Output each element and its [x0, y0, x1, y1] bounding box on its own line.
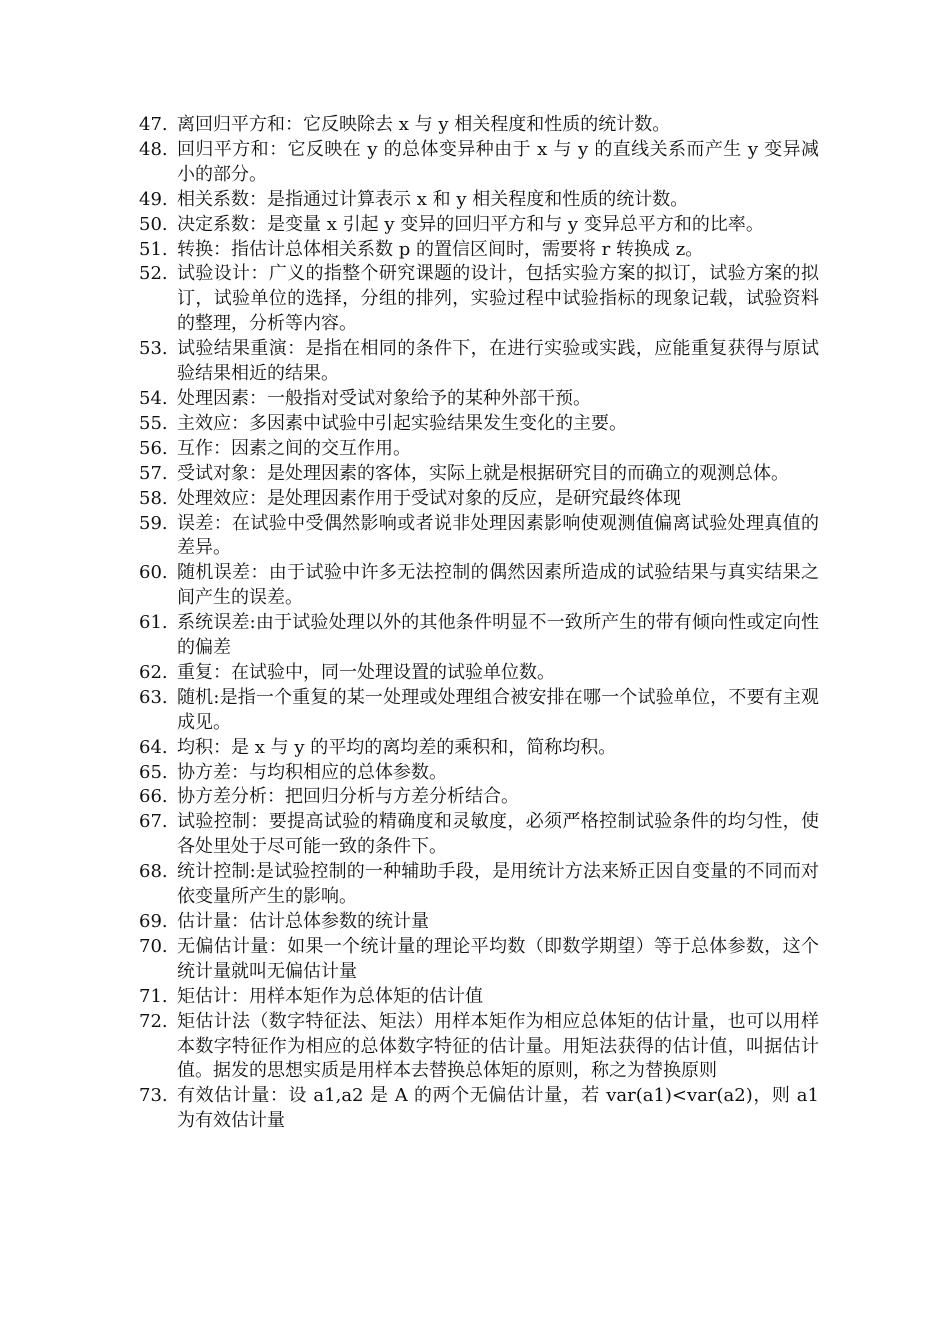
entry-text: 矩估计：用样本矩作为总体矩的估计值 — [177, 985, 483, 1007]
entry-number: 50. — [139, 213, 168, 235]
entry-number: 71. — [139, 985, 168, 1007]
definition-entry — [139, 985, 819, 1010]
entry-number: 67. — [139, 811, 168, 833]
entry-text: 试验控制：要提高试验的精确度和灵敏度，必须严格控制试验条件的均匀性，使各处里处于尽可能一致的条件下。 — [177, 811, 819, 858]
definition-entry — [139, 437, 819, 462]
entry-text: 有效估计量：设 a1,a2 是 A 的两个无偏估计量，若 var(a1)<var(a2)，则 a1 为有效估计量 — [177, 1085, 819, 1132]
entry-number: 51. — [139, 238, 168, 260]
entry-number: 56. — [139, 437, 168, 459]
entry-number: 69. — [139, 911, 168, 932]
definition-entry — [139, 213, 819, 238]
entry-number: 65. — [139, 761, 168, 783]
entry-number: 61. — [139, 612, 168, 634]
definition-entry — [139, 487, 819, 512]
definition-entry — [139, 561, 819, 611]
entry-text: 误差：在试验中受偶然影响或者说非处理因素影响使观测值偏离试验处理真值的差异。 — [177, 512, 819, 559]
entry-number: 55. — [139, 412, 168, 434]
entry-text: 无偏估计量：如果一个统计量的理论平均数（即数学期望）等于总体参数，这个统计量就叫无偏估计量 — [177, 935, 819, 982]
definition-entry — [139, 138, 819, 188]
definition-entry — [139, 337, 819, 387]
entry-text: 决定系数：是变量 x 引起 y 变异的回归平方和与 y 变异总平方和的比率。 — [177, 213, 764, 235]
definition-entry — [139, 512, 819, 562]
entry-text: 统计控制:是试验控制的一种辅助手段，是用统计方法来矫正因自变量的不同而对依变量所产生的影响。 — [177, 861, 819, 908]
entry-text: 试验结果重演：是指在相同的条件下，在进行实验或实践，应能重复获得与原试验结果相近的结果。 — [177, 338, 819, 385]
entry-number: 52. — [139, 263, 168, 285]
definition-entry — [139, 611, 819, 661]
entry-number: 68. — [139, 861, 168, 883]
entry-text: 相关系数：是指通过计算表示 x 和 y 相关程度和性质的统计数。 — [177, 188, 689, 210]
definition-entry — [139, 113, 819, 138]
entry-number: 59. — [139, 512, 168, 534]
definition-entry — [139, 387, 819, 412]
definition-entry — [139, 262, 819, 337]
definition-entry — [139, 736, 819, 761]
entry-text: 处理效应：是处理因素作用于受试对象的反应，是研究最终体现 — [177, 487, 681, 509]
entry-text: 重复：在试验中，同一处理设置的试验单位数。 — [177, 661, 555, 683]
entry-number: 53. — [139, 338, 168, 360]
definition-entry — [139, 686, 819, 736]
entry-text: 主效应：多因素中试验中引起实验结果发生变化的主要。 — [177, 412, 627, 434]
entry-number: 60. — [139, 562, 168, 584]
entry-text: 协方差分析：把回归分析与方差分析结合。 — [177, 786, 519, 808]
entry-number: 73. — [139, 1085, 168, 1107]
definition-entry — [139, 810, 819, 860]
entry-number: 54. — [139, 387, 168, 409]
entry-number: 66. — [139, 786, 168, 808]
definition-entry — [139, 238, 819, 263]
entry-text: 受试对象：是处理因素的客体，实际上就是根据研究目的而确立的观测总体。 — [177, 462, 789, 484]
entry-text: 试验设计：广义的指整个研究课题的设计，包括实验方案的拟订，试验方案的拟订，试验单位的选择，分组的排列，实验过程中试验指标的现象记载，试验资料的整理，分析等内容。 — [177, 263, 819, 335]
entry-number: 47. — [139, 114, 168, 135]
definition-entry — [139, 910, 819, 935]
entry-text: 估计量：估计总体参数的统计量 — [177, 911, 429, 932]
definition-entry — [139, 785, 819, 810]
entry-number: 49. — [139, 188, 168, 210]
entry-text: 系统误差:由于试验处理以外的其他条件明显不一致所产生的带有倾向性或定向性的偏差 — [177, 612, 819, 659]
definition-entry — [139, 188, 819, 213]
entry-number: 64. — [139, 736, 168, 758]
entry-number: 58. — [139, 487, 168, 509]
definition-entry — [139, 935, 819, 985]
definition-entry — [139, 661, 819, 686]
entry-text: 离回归平方和：它反映除去 x 与 y 相关程度和性质的统计数。 — [177, 114, 671, 135]
entry-text: 随机误差：由于试验中许多无法控制的偶然因素所造成的试验结果与真实结果之间产生的误差。 — [177, 562, 819, 609]
entry-number: 70. — [139, 935, 168, 957]
entry-text: 处理因素：一般指对受试对象给予的某种外部干预。 — [177, 387, 591, 409]
definition-list — [139, 113, 819, 1134]
definition-entry — [139, 1084, 819, 1134]
entry-text: 互作：因素之间的交互作用。 — [177, 437, 411, 459]
entry-text: 协方差：与均积相应的总体参数。 — [177, 761, 447, 783]
entry-text: 回归平方和：它反映在 y 的总体变异种由于 x 与 y 的直线关系而产生 y 变异减小的部分。 — [177, 138, 819, 185]
entry-number: 62. — [139, 661, 168, 683]
entry-text: 转换：指估计总体相关系数 p 的置信区间时，需要将 r 转换成 z。 — [177, 238, 704, 260]
entry-number: 57. — [139, 462, 168, 484]
definition-entry — [139, 1010, 819, 1085]
entry-text: 均积：是 x 与 y 的平均的离均差的乘积和，简称均积。 — [177, 736, 617, 758]
entry-number: 72. — [139, 1010, 168, 1032]
entry-text: 随机:是指一个重复的某一处理或处理组合被安排在哪一个试验单位，不要有主观成见。 — [177, 686, 819, 733]
definition-entry — [139, 412, 819, 437]
definition-entry — [139, 761, 819, 786]
definition-entry — [139, 860, 819, 910]
definition-entry — [139, 462, 819, 487]
entry-number: 48. — [139, 138, 168, 160]
entry-number: 63. — [139, 686, 168, 708]
entry-text: 矩估计法（数字特征法、矩法）用样本矩作为相应总体矩的估计量，也可以用样本数字特征作为相应的总体数字特征的估计量。用矩法获得的估计值，叫据估计值。据发的思想实质是用样本去替换总体矩的原则，称之为替换原则 — [177, 1010, 819, 1082]
